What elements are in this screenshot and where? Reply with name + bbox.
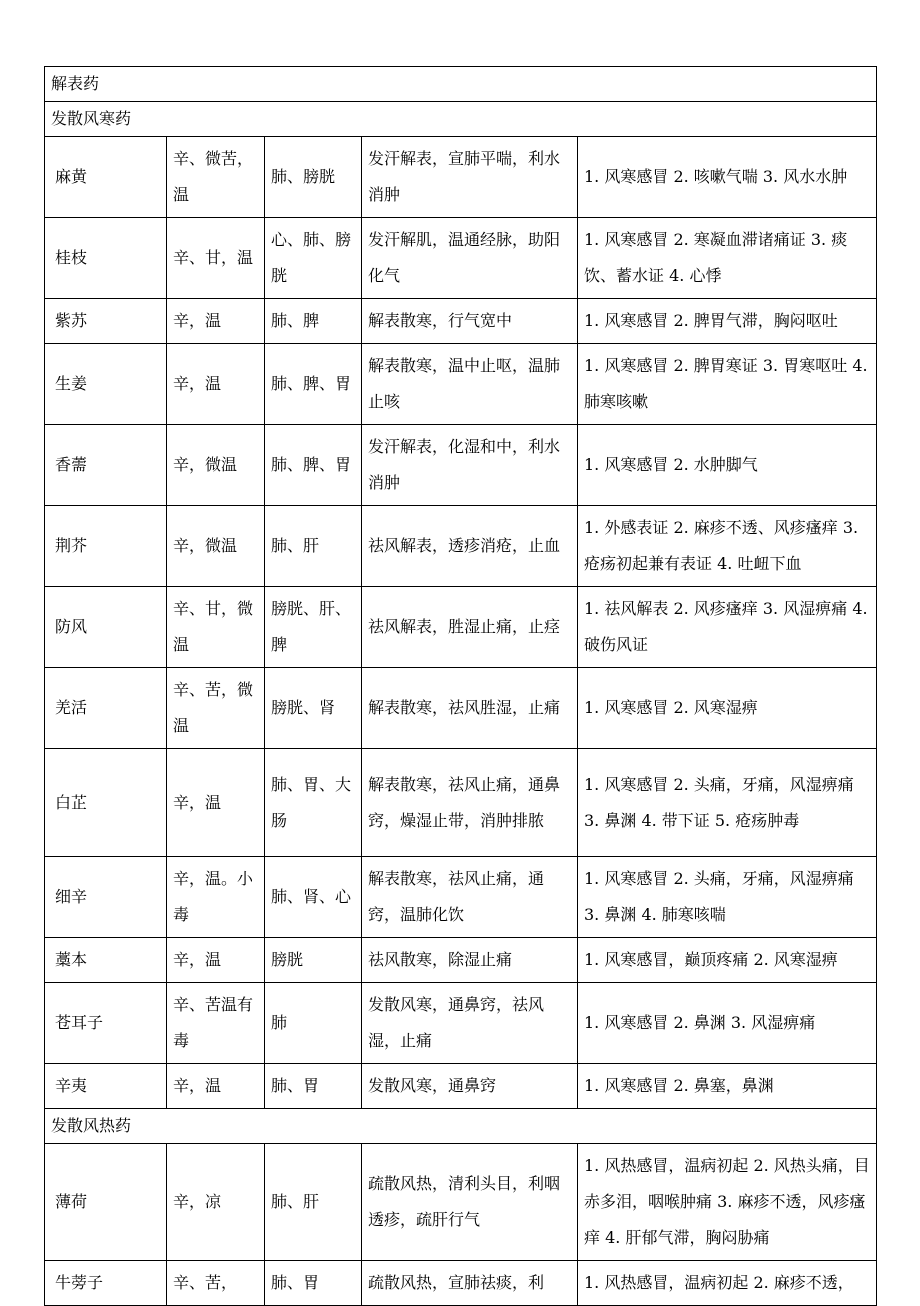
herb-name: 苍耳子 <box>45 983 167 1064</box>
herb-name: 紫苏 <box>45 299 167 344</box>
herb-name: 牛蒡子 <box>45 1261 167 1306</box>
herb-indication: 1. 风寒感冒 2. 咳嗽气喘 3. 风水水肿 <box>578 137 877 218</box>
herb-nature: 辛、甘，温 <box>167 218 265 299</box>
herb-nature: 辛，温。小毒 <box>167 857 265 938</box>
table-row <box>45 749 877 857</box>
herb-name: 细辛 <box>45 857 167 938</box>
herb-nature: 辛，温 <box>167 299 265 344</box>
herb-name: 荆芥 <box>45 506 167 587</box>
herb-meridian: 肺、脾、胃 <box>265 425 362 506</box>
herb-indication: 1. 风寒感冒，巅顶疼痛 2. 风寒湿痹 <box>578 938 877 983</box>
herb-effect: 发散风寒，通鼻窍 <box>362 1064 578 1109</box>
table-title-row <box>45 67 877 102</box>
herb-effect: 解表散寒，祛风胜湿，止痛 <box>362 668 578 749</box>
herb-meridian: 肺、脾、胃 <box>265 344 362 425</box>
table-row <box>45 587 877 668</box>
herb-effect: 解表散寒，祛风止痛，通鼻窍，燥湿止带，消肿排脓 <box>362 749 578 857</box>
section-heading-row <box>45 1109 877 1144</box>
herb-nature: 辛，温 <box>167 1064 265 1109</box>
table-row <box>45 137 877 218</box>
herb-indication: 1. 风寒感冒 2. 头痛，牙痛，风湿痹痛 3. 鼻渊 4. 肺寒咳喘 <box>578 857 877 938</box>
table-title: 解表药 <box>45 67 877 102</box>
table-row <box>45 506 877 587</box>
herb-indication: 1. 风寒感冒 2. 风寒湿痹 <box>578 668 877 749</box>
herb-indication: 1. 风寒感冒 2. 脾胃气滞，胸闷呕吐 <box>578 299 877 344</box>
table-row <box>45 938 877 983</box>
herb-nature: 辛，温 <box>167 344 265 425</box>
document-page <box>44 66 876 1306</box>
section-heading: 发散风热药 <box>45 1109 877 1144</box>
herb-name: 薄荷 <box>45 1144 167 1261</box>
herb-indication: 1. 风寒感冒 2. 寒凝血滞诸痛证 3. 痰饮、蓄水证 4. 心悸 <box>578 218 877 299</box>
herb-name: 防风 <box>45 587 167 668</box>
herb-indication: 1. 风寒感冒 2. 脾胃寒证 3. 胃寒呕吐 4. 肺寒咳嗽 <box>578 344 877 425</box>
section-heading-row <box>45 102 877 137</box>
herb-effect: 疏散风热，宣肺祛痰，利 <box>362 1261 578 1306</box>
herb-meridian: 肺、胃 <box>265 1261 362 1306</box>
table-row <box>45 344 877 425</box>
herb-effect: 发汗解表，化湿和中，利水消肿 <box>362 425 578 506</box>
table-row <box>45 1144 877 1261</box>
herb-indication: 1. 风热感冒，温病初起 2. 麻疹不透， <box>578 1261 877 1306</box>
herb-name: 白芷 <box>45 749 167 857</box>
herb-meridian: 心、肺、膀胱 <box>265 218 362 299</box>
herb-name: 藁本 <box>45 938 167 983</box>
herb-meridian: 肺、脾 <box>265 299 362 344</box>
herb-effect: 解表散寒，温中止呕，温肺止咳 <box>362 344 578 425</box>
herb-nature: 辛，凉 <box>167 1144 265 1261</box>
table-row <box>45 218 877 299</box>
herb-nature: 辛，温 <box>167 749 265 857</box>
herb-meridian: 肺、胃 <box>265 1064 362 1109</box>
herb-indication: 1. 风寒感冒 2. 鼻渊 3. 风湿痹痛 <box>578 983 877 1064</box>
herb-name: 香薷 <box>45 425 167 506</box>
herb-meridian: 膀胱、肾 <box>265 668 362 749</box>
herb-effect: 解表散寒，祛风止痛，通窍，温肺化饮 <box>362 857 578 938</box>
herb-nature: 辛，微温 <box>167 425 265 506</box>
herb-effect: 疏散风热，清利头目，利咽透疹，疏肝行气 <box>362 1144 578 1261</box>
herb-effect: 发汗解肌，温通经脉，助阳化气 <box>362 218 578 299</box>
herb-indication: 1. 风寒感冒 2. 头痛，牙痛，风湿痹痛 3. 鼻渊 4. 带下证 5. 疮疡肿毒 <box>578 749 877 857</box>
herb-nature: 辛、苦， <box>167 1261 265 1306</box>
herb-name: 桂枝 <box>45 218 167 299</box>
herb-effect: 祛风解表，胜湿止痛，止痉 <box>362 587 578 668</box>
herb-meridian: 肺、肝 <box>265 506 362 587</box>
herb-effect: 解表散寒，行气宽中 <box>362 299 578 344</box>
table-row <box>45 425 877 506</box>
herb-effect: 发汗解表，宣肺平喘，利水消肿 <box>362 137 578 218</box>
herb-meridian: 肺、肝 <box>265 1144 362 1261</box>
herb-indication: 1. 风热感冒，温病初起 2. 风热头痛，目赤多泪，咽喉肿痛 3. 麻疹不透，风疹瘙痒 4. 肝郁气滞，胸闷胁痛 <box>578 1144 877 1261</box>
herb-nature: 辛，微温 <box>167 506 265 587</box>
table-row <box>45 1261 877 1306</box>
table-row <box>45 668 877 749</box>
table-row <box>45 299 877 344</box>
herb-meridian: 肺、肾、心 <box>265 857 362 938</box>
table-row <box>45 1064 877 1109</box>
herb-meridian: 肺、膀胱 <box>265 137 362 218</box>
herb-nature: 辛，温 <box>167 938 265 983</box>
herb-meridian: 肺、胃、大肠 <box>265 749 362 857</box>
herb-name: 麻黄 <box>45 137 167 218</box>
herb-meridian: 膀胱 <box>265 938 362 983</box>
herb-indication: 1. 祛风解表 2. 风疹瘙痒 3. 风湿痹痛 4. 破伤风证 <box>578 587 877 668</box>
herb-effect: 祛风散寒，除湿止痛 <box>362 938 578 983</box>
table-row <box>45 983 877 1064</box>
table-row <box>45 857 877 938</box>
herb-nature: 辛、苦温有毒 <box>167 983 265 1064</box>
herb-effect: 发散风寒，通鼻窍，祛风湿，止痛 <box>362 983 578 1064</box>
herb-table <box>44 66 877 1306</box>
herb-name: 羌活 <box>45 668 167 749</box>
herb-name: 辛夷 <box>45 1064 167 1109</box>
herb-indication: 1. 外感表证 2. 麻疹不透、风疹瘙痒 3. 疮疡初起兼有表证 4. 吐衄下血 <box>578 506 877 587</box>
herb-meridian: 肺 <box>265 983 362 1064</box>
herb-indication: 1. 风寒感冒 2. 鼻塞，鼻渊 <box>578 1064 877 1109</box>
herb-nature: 辛、甘，微温 <box>167 587 265 668</box>
herb-name: 生姜 <box>45 344 167 425</box>
herb-effect: 祛风解表，透疹消疮，止血 <box>362 506 578 587</box>
herb-indication: 1. 风寒感冒 2. 水肿脚气 <box>578 425 877 506</box>
herb-nature: 辛、苦，微温 <box>167 668 265 749</box>
herb-meridian: 膀胱、肝、脾 <box>265 587 362 668</box>
herb-nature: 辛、微苦，温 <box>167 137 265 218</box>
section-heading: 发散风寒药 <box>45 102 877 137</box>
